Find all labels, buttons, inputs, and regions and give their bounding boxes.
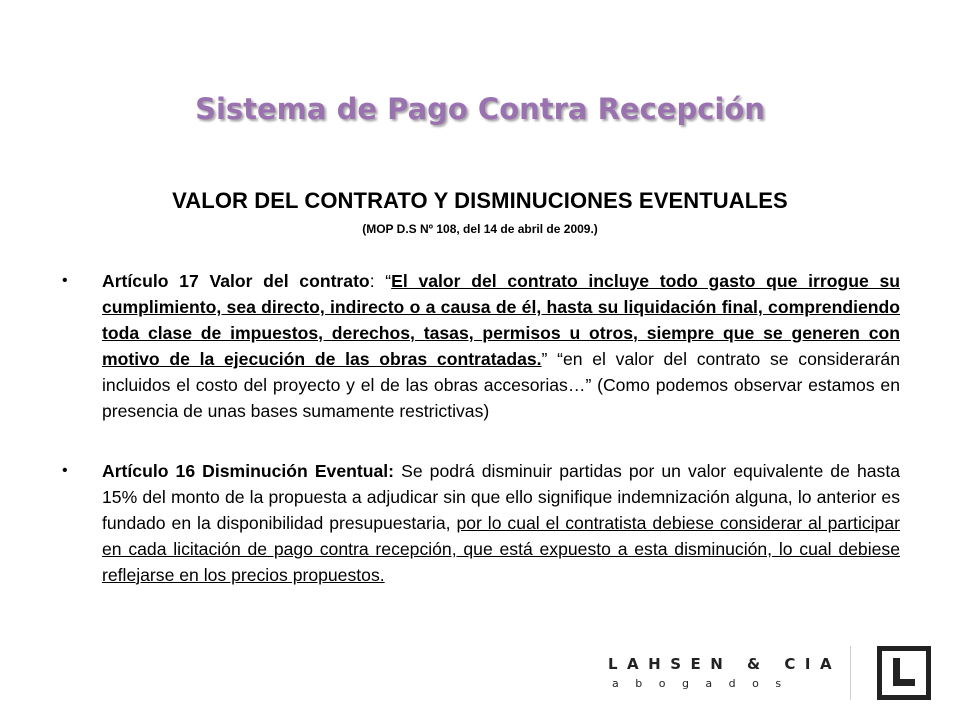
slide-title: Sistema de Pago Contra Recepción (195, 92, 765, 126)
article-16-text: Se podrá disminuir partidas por un valor equivalente de hasta 15% del monto de la propuesta a adjudicar sin que ello signifique indemnización alguna, lo anterior es fundado en la disponibilidad presupuestaria, (102, 461, 900, 533)
bullet-articulo-16 (62, 458, 900, 588)
legal-reference: (MOP D.S Nº 108, del 14 de abril de 2009.) (362, 222, 598, 236)
brand-mark-icon (877, 646, 931, 700)
bullet-list (62, 268, 900, 588)
bullet-dot-icon: • (62, 272, 68, 289)
article-16-underlined: por lo cual el contratista debiese considerar al participar en cada licitación de pago contra recepción, que está expuesto a esta disminución, lo cual debiese reflejarse en los precios propuestos. (102, 513, 900, 585)
bullet-dot-icon: • (62, 462, 68, 479)
logo-divider (850, 646, 851, 700)
article-17-quote: El valor del contrato incluye todo gasto que irrogue su cumplimiento, sea directo, indirecto o a causa de él, hasta su liquidación final, comprendiendo toda clase de impuestos, derechos, tasas, permisos u otros, siempre que se generen con motivo de la ejecución de las obras contratadas. (102, 271, 901, 369)
bullet-articulo-17 (62, 268, 900, 424)
article-17-colon: : “ (369, 271, 392, 291)
article-17-label: Artículo 17 Valor del contrato (102, 271, 370, 291)
company-logo (608, 655, 848, 695)
logo-name: LAHSEN & CIA (608, 655, 842, 673)
section-heading: VALOR DEL CONTRATO Y DISMINUCIONES EVENTUALES (172, 188, 788, 213)
article-17-rest: ” “en el valor del contrato se considerarán incluidos el costo del proyecto y el de las obras accesorias…” (Como podemos observar estamos en presencia de unas bases sumamente restrictivas) (102, 349, 900, 421)
article-16-label: Artículo 16 Disminución Eventual: (102, 461, 395, 481)
logo-subtitle: abogados (612, 677, 798, 690)
